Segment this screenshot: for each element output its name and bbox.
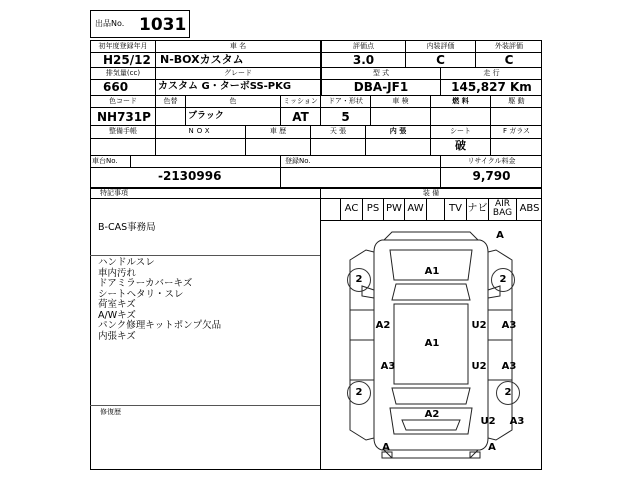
windshield-outline <box>392 284 470 300</box>
color-code-label: 色コード <box>109 97 137 105</box>
remark-note: A/Wキズ <box>98 309 136 321</box>
remark-note: パンク修理キットポンプ欠品 <box>98 320 222 331</box>
interior-trim-label: 内 張 <box>389 127 407 135</box>
mileage-value: 145,827 Km <box>451 80 532 94</box>
first-registration-value: H25/12 <box>103 53 151 67</box>
front-bumper-outline <box>384 232 478 240</box>
color-label: 色 <box>229 97 237 105</box>
mileage-label: 走 行 <box>483 69 500 77</box>
color-value: ブラック <box>188 111 224 121</box>
grade-label: グレード <box>224 69 252 77</box>
equipment-ac: AC <box>340 198 362 220</box>
mission-label: ミッション <box>283 97 318 105</box>
equipment-blank <box>426 198 444 220</box>
seat-value: 破 <box>455 139 466 152</box>
grade-value: カスタム G・ターボSS-PKG <box>158 81 292 92</box>
model-type-label: 型 式 <box>372 69 390 77</box>
nox-label: NOX <box>188 127 213 135</box>
remark-note: シートヘタリ・スレ <box>98 288 184 300</box>
exterior-grade-value: C <box>504 53 514 67</box>
equipment-navi: ナビ <box>466 198 488 220</box>
remarks-label: 特記事項 <box>100 189 128 197</box>
color-code-value: NH731P <box>97 110 151 124</box>
vehicle-history-label: 車 歴 <box>269 127 287 135</box>
score-label: 評価点 <box>353 42 374 50</box>
damage-right-front-door-a: A3 <box>501 320 517 331</box>
car-name-value: N-BOXカスタム <box>160 53 244 66</box>
damage-left-front-door: A2 <box>375 320 391 331</box>
remark-note: ドアミラーカバーキズ <box>98 278 193 289</box>
damage-right-rear-tire: 2 <box>496 381 520 405</box>
equipment-pw: PW <box>383 198 404 220</box>
chassis-number-value: -2130996 <box>158 169 222 183</box>
registration-number-label: 登録No. <box>285 157 311 165</box>
front-glass-label: F ガラス <box>502 127 531 135</box>
lot-number-box <box>90 10 190 38</box>
recycle-fee-value: 9,790 <box>472 169 511 183</box>
damage-front-bumper: A <box>496 230 504 241</box>
interior-grade-label: 内装評価 <box>426 42 455 50</box>
damage-right-front-tire: 2 <box>491 268 515 292</box>
damage-tailgate: A2 <box>424 409 440 420</box>
damage-rear-right-a: A3 <box>509 416 525 427</box>
damage-rear-right-u: U2 <box>480 416 496 427</box>
equipment-abs: ABS <box>516 198 542 220</box>
damage-rear-right: A <box>488 442 496 453</box>
rear-window-outline <box>392 388 470 404</box>
color-change-label: 色替 <box>163 97 178 105</box>
lot-number: 1031 <box>139 15 187 35</box>
remarks-bcas: B-CAS事務局 <box>98 222 156 233</box>
damage-right-rear-door-u: U2 <box>471 361 487 372</box>
exterior-grade-label: 外装評価 <box>495 42 523 50</box>
equipment-label: 装 備 <box>422 189 440 197</box>
headliner-label: 天 張 <box>329 127 347 135</box>
model-type-value: DBA-JF1 <box>353 80 409 94</box>
equipment-ps: PS <box>362 198 383 220</box>
displacement-value: 660 <box>103 80 129 94</box>
interior-grade-value: C <box>436 53 445 67</box>
chassis-number-label: 車台No. <box>92 157 118 165</box>
equipment-aw: AW <box>404 198 426 220</box>
drive-label: 駆 動 <box>508 97 525 105</box>
damage-hood: A1 <box>424 266 440 277</box>
repair-history-label: 修復歴 <box>100 408 121 416</box>
damage-left-rear-tire: 2 <box>347 381 371 405</box>
damage-roof: A1 <box>424 338 440 349</box>
remark-note: ハンドルスレ <box>98 257 155 268</box>
remark-note: 荷室キズ <box>98 299 136 310</box>
displacement-label: 排気量(cc) <box>105 69 141 77</box>
equipment-airbag: AIR BAG <box>488 198 516 220</box>
equipment-tv: TV <box>444 198 466 220</box>
inspection-label: 車 検 <box>392 97 409 105</box>
first-registration-label: 初年度登録年月 <box>98 42 148 50</box>
damage-right-front-door-u: U2 <box>471 320 487 331</box>
damage-rear-left: A <box>382 442 390 453</box>
damage-left-front-tire: 2 <box>347 268 371 292</box>
damage-left-rear-door: A3 <box>380 361 396 372</box>
score-value: 3.0 <box>352 53 375 67</box>
remark-note: 内張キズ <box>98 330 136 342</box>
car-name-label: 車 名 <box>229 42 247 50</box>
doors-value: 5 <box>341 110 350 124</box>
rear-bumper-outline <box>384 450 478 458</box>
maintenance-book-label: 整備手帳 <box>109 127 137 135</box>
seat-label: シート <box>450 127 471 135</box>
remark-note: 車内汚れ <box>98 267 137 279</box>
recycle-fee-label: リサイクル料金 <box>467 157 516 165</box>
mission-value: AT <box>292 110 309 124</box>
lot-label: 出品No. <box>95 19 125 28</box>
damage-right-rear-door-a: A3 <box>501 361 517 372</box>
fuel-label: 燃 料 <box>452 97 469 105</box>
doors-label: ドア・形状 <box>328 97 363 105</box>
